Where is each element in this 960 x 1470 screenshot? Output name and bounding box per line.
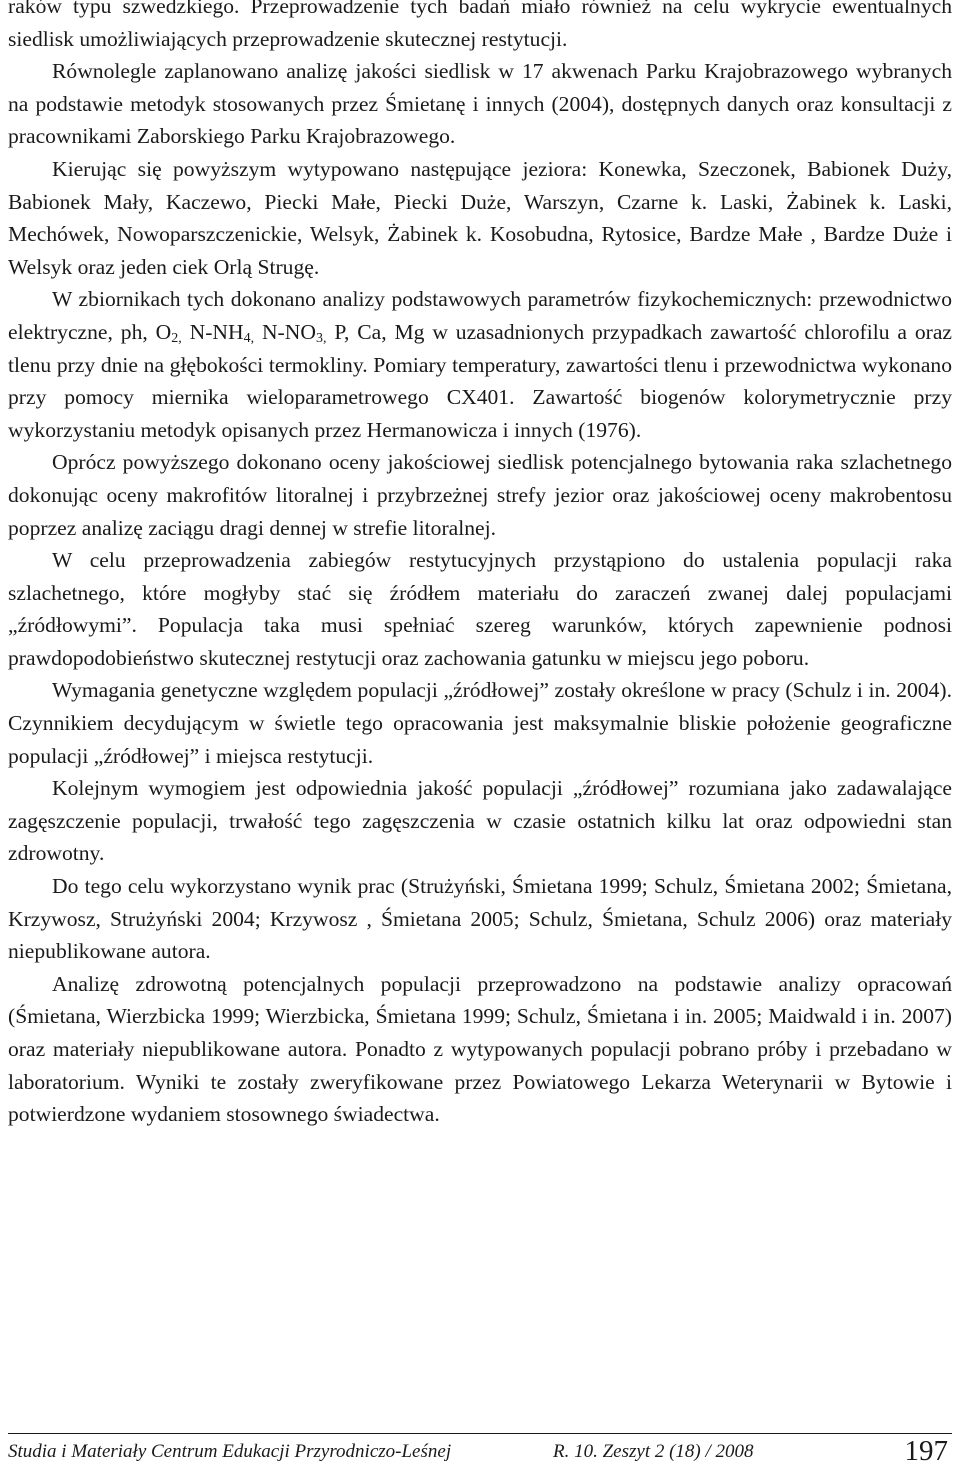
subscript: 2, (171, 330, 182, 346)
paragraph-part: W zbiornikach tych dokonano analizy podstawowych parametrów fizykochemicznych: przewodnictwo elektryczne, ph, O (8, 287, 952, 344)
paragraph-part: N-NH (181, 319, 244, 344)
paragraph-lakes-list: Kierując się powyższym wytypowano następujące jeziora: Konewka, Szeczonek, Babionek Duży, Babionek Mały, Kaczewo, Piecki Małe, Piecki Duże, Warszyn, Czarne k. Laski, Żabinek k. Laski, Mechówek, Nowoparszczenickie, Welsyk, Żabinek k. Kosobudna, Rytosice, Bardze Małe , Bardze Duże i Welsyk oraz jeden ciek Orlą Strugę. (8, 156, 952, 279)
page-number: 197 (904, 1435, 948, 1467)
footer-divider (8, 1433, 952, 1434)
paragraph-health-analysis: Analizę zdrowotną potencjalnych populacji przeprowadzono na podstawie analizy opracowań (Śmietana, Wierzbicka 1999; Wierzbicka, Śmietana 1999; Schulz, Śmietana i in. 2005; Maidwald i in. 2007) oraz materiały niepublikowane autora. Ponadto z wytypowanych populacji pobrano próby i przebadano w laboratorium. Wyniki te zostały zweryfikowane przez Powiatowego Lekarza Weterynarii w Bytowie i potwierdzone wydaniem stosownego świadectwa. (8, 971, 952, 1127)
document-page (8, 0, 952, 1131)
paragraph-habitat-analysis: Równolegle zaplanowano analizę jakości siedlisk w 17 akwenach Parku Krajobrazowego wybranych na podstawie metodyk stosowanych przez Śmietanę i innych (2004), dostępnych danych oraz konsultacji z pracownikami Zaborskiego Parku Krajobrazowego. (8, 59, 952, 149)
paragraph-physicochemical (8, 283, 952, 446)
paragraph-part: P, Ca, Mg w uzasadnionych przypadkach zawartość chlorofilu a oraz tlenu przy dnie na głębokości termokliny. Pomiary temperatury, zawartości tlenu i przewodnictwa wykonano przy pomocy miernika wieloparametrowego CX401. Zawartość biogenów kolorymetrycznie przy wykorzystaniu metodyk opisanych przez Hermanowicza i innych (1976). (8, 319, 953, 442)
body-text (8, 0, 952, 1131)
footer-issue: R. 10. Zeszyt 2 (18) / 2008 (553, 1441, 754, 1462)
paragraph-part: N-NO (254, 319, 316, 344)
paragraph-source-populations: W celu przeprowadzenia zabiegów restytucyjnych przystąpiono do ustalenia populacji raka szlachetnego, które mogłyby stać się źródłem materiału do zaraczeń zwanej dalej populacjami „źródłowymi”. Populacja taka musi spełniać szereg warunków, których zapewnienie podnosi prawdopodobieństwo skutecznej restytucji oraz zachowania gatunku w miejscu jego poboru. (8, 548, 952, 670)
paragraph-genetic-requirements: Wymagania genetyczne względem populacji „źródłowej” zostały określone w pracy (Schulz i in. 2004). Czynnikiem decydującym w świetle tego opracowania jest maksymalnie bliskie położenie geograficzne populacji „źródłowej” i miejsca restytucji. (8, 678, 952, 768)
subscript: 3, (315, 330, 327, 346)
paragraph-continuation: raków typu szwedzkiego. Przeprowadzenie tych badań miało również na celu wykrycie ewentualnych siedlisk umożliwiających przeprowadzenie skutecznej restytucji. (8, 0, 952, 51)
paragraph-population-quality: Kolejnym wymogiem jest odpowiednia jakość populacji „źródłowej” rozumiana jako zadawalające zagęszczenie populacji, trwałość tego zagęszczenia w czasie ostatnich kilku lat oraz odpowiedni stan zdrowotny. (8, 776, 952, 866)
paragraph-quality-assessment: Oprócz powyższego dokonano oceny jakościowej siedlisk potencjalnego bytowania raka szlachetnego dokonując oceny makrofitów litoralnej i przybrzeżnej strefy jezior oraz jakościowej oceny makrobentosu poprzez analizę zaciągu dragi dennej w strefie litoralnej. (8, 450, 952, 540)
paragraph-sources: Do tego celu wykorzystano wynik prac (Strużyński, Śmietana 1999; Schulz, Śmietana 2002; Śmietana, Krzywosz, Strużyński 2004; Krzywosz , Śmietana 2005; Schulz, Śmietana, Schulz 2006) oraz materiały niepublikowane autora. (8, 874, 952, 964)
subscript: 4, (243, 330, 255, 346)
footer-journal-title: Studia i Materiały Centrum Edukacji Przyrodniczo-Leśnej (8, 1441, 452, 1462)
